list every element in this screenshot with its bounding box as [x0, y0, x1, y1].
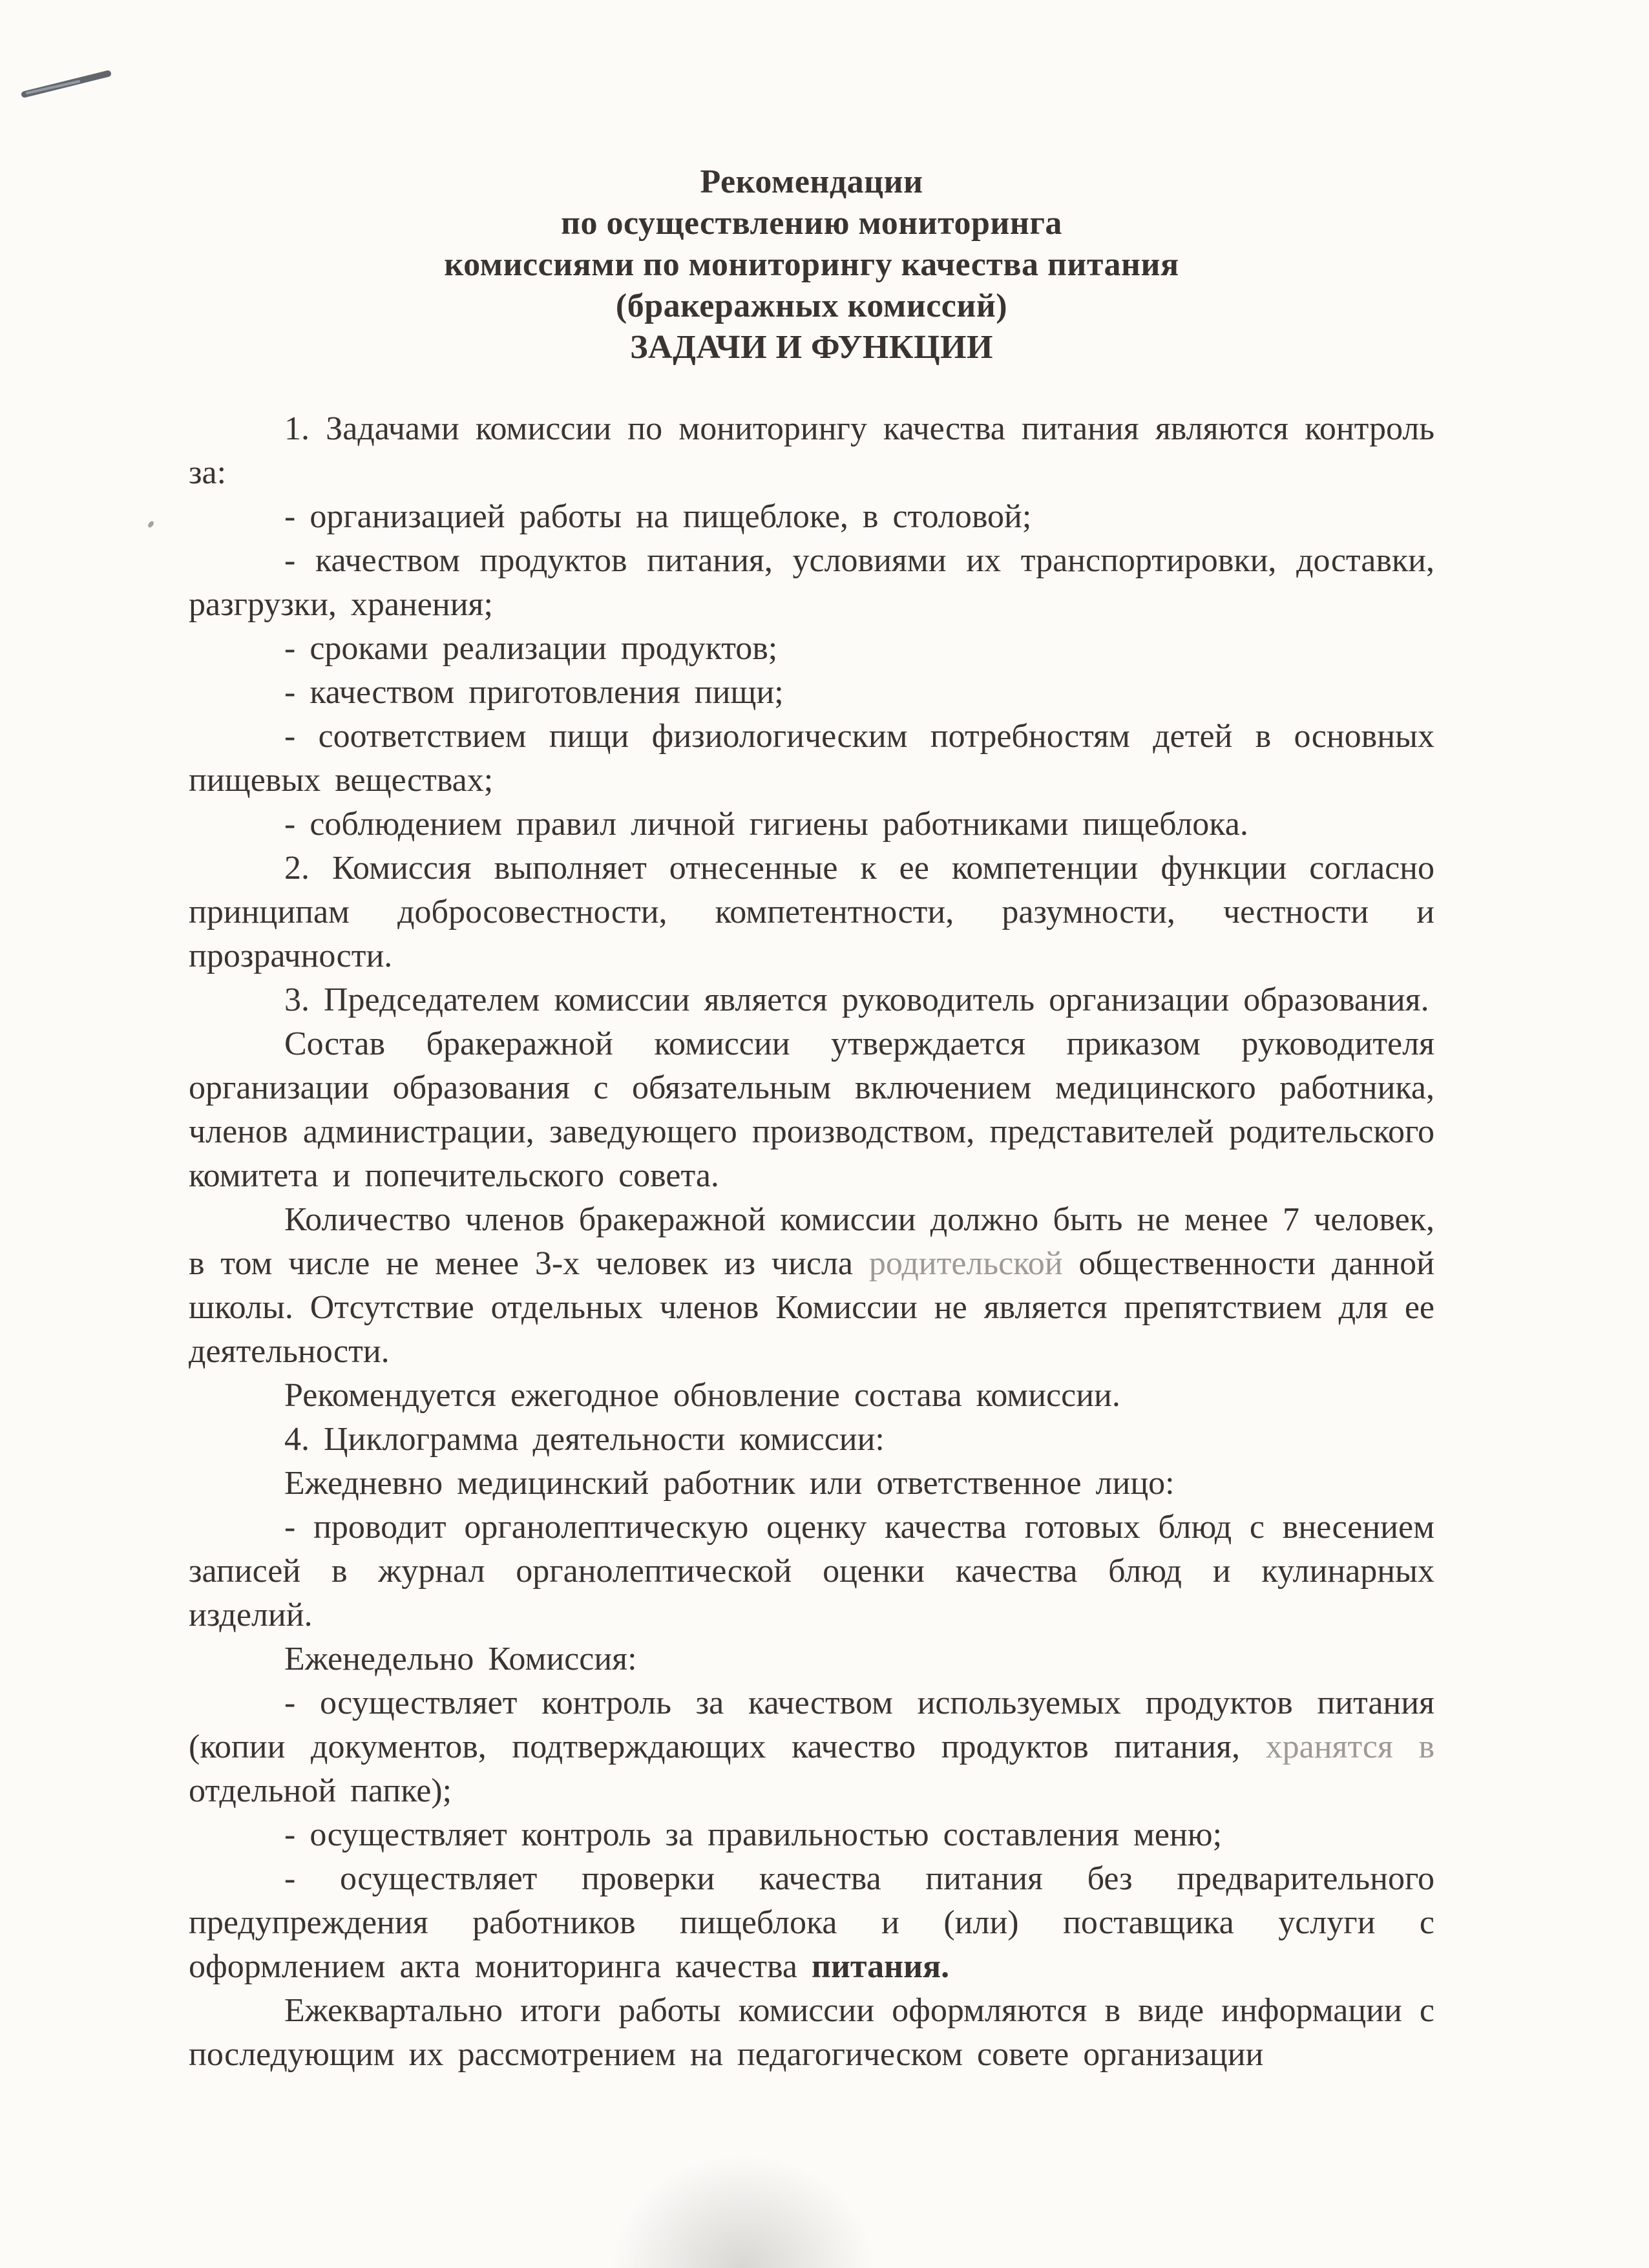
paragraph — [189, 803, 1434, 846]
paragraph-segment: - качеством продуктов питания, условиями их транспортировки, доставки, разгрузки, хранения; — [189, 542, 1434, 623]
paragraph-segment: общественности данной школы. Отсутствие отдельных членов Комиссии не является препятствием для ее деятельности. — [189, 1245, 1434, 1370]
paragraph — [189, 407, 1434, 495]
paragraph-segment: 1. Задачами комиссии по мониторингу качества питания являются контроль за: — [189, 410, 1434, 491]
paragraph-segment: Ежедневно медицинский работник или ответственное лицо: — [284, 1465, 1175, 1502]
title-line: комиссиями по мониторингу качества питания — [444, 246, 1179, 283]
paragraph-segment: Рекомендуется ежегодное обновление состава комиссии. — [284, 1377, 1120, 1414]
paragraph-segment: - организацией работы на пищеблоке, в столовой; — [284, 498, 1032, 535]
paragraph-segment: - осуществляет контроль за качеством используемых продуктов питания (копии документов, подтверждающих качество продуктов питания, — [189, 1685, 1434, 1765]
paragraph-segment: отдельной папке); — [189, 1772, 452, 1809]
paragraph — [189, 627, 1434, 671]
paragraph — [189, 715, 1434, 803]
paragraph-segment: 2. Комиссия выполняет отнесенные к ее компетенции функции согласно принципам добросовестности, компетентности, разумности, честности и прозрачности. — [189, 850, 1434, 974]
paragraph-segment: 4. Циклограмма деятельности комиссии: — [284, 1421, 885, 1458]
paragraph — [189, 671, 1434, 715]
paragraph — [189, 978, 1434, 1022]
paragraph — [189, 846, 1434, 978]
ink-speck-artifact — [147, 520, 154, 529]
title-line: (бракеражных комиссий) — [615, 288, 1008, 324]
paragraph-segment: Ежеквартально итоги работы комиссии оформляются в виде информации с последующим их рассмотрением на педагогическом совете организации — [189, 1992, 1434, 2073]
title-line: Рекомендации — [700, 163, 923, 200]
paragraph-segment: Состав бракеражной комиссии утверждается приказом руководителя организации образования с обязательным включением медицинского работника, членов администрации, заведующего производством, представителей родительского комитета и попечительского совета. — [189, 1025, 1434, 1194]
paragraph — [189, 1198, 1434, 1374]
paragraph — [189, 1374, 1434, 1418]
paragraph — [189, 1462, 1434, 1506]
document-body — [189, 407, 1434, 2077]
paragraph-segment: - осуществляет проверки качества питания без предварительного предупреждения работников пищеблока и (или) поставщика услуги с оформлением акта мониторинга качества — [189, 1860, 1434, 1985]
paragraph — [189, 1022, 1434, 1198]
paragraph — [189, 1857, 1434, 1989]
paragraph-segment: - осуществляет контроль за правильностью составления меню; — [284, 1816, 1223, 1853]
paragraph-segment-faded: родительской — [868, 1245, 1063, 1282]
paragraph-segment: - соответствием пищи физиологическим потребностям детей в основных пищевых веществах; — [189, 718, 1434, 799]
title-line: по осуществлению мониторинга — [561, 205, 1062, 242]
paragraph — [189, 1681, 1434, 1813]
paragraph — [189, 1418, 1434, 1462]
title-line: ЗАДАЧИ И ФУНКЦИИ — [630, 329, 993, 366]
paragraph-segment: Еженедельно Комиссия: — [284, 1641, 637, 1677]
paragraph — [189, 1506, 1434, 1637]
paragraph-segment: - проводит органолептическую оценку качества готовых блюд с внесением записей в журнал органолептической оценки качества блюд и кулинарных изделий. — [189, 1509, 1434, 1633]
paragraph-segment: - качеством приготовления пищи; — [284, 674, 784, 711]
paragraph-segment: Количество членов бракеражной комиссии должно быть не менее 7 человек, в том числе не менее 3-х человек из числа — [189, 1201, 1434, 1282]
paragraph — [189, 1989, 1434, 2077]
paragraph-segment: - соблюдением правил личной гигиены работниками пищеблока. — [284, 806, 1248, 843]
paragraph — [189, 495, 1434, 539]
paragraph-segment: 3. Председателем комиссии является руководитель организации образования. — [284, 982, 1429, 1018]
pen-stroke-artifact — [0, 0, 155, 123]
paragraph — [189, 1813, 1434, 1857]
scanner-shadow-artifact — [601, 2145, 885, 2268]
paragraph-segment: - сроками реализации продуктов; — [284, 630, 778, 667]
document-title — [189, 162, 1434, 368]
paragraph — [189, 1637, 1434, 1681]
paragraph — [189, 539, 1434, 627]
paragraph-segment-faded: хранятся в — [1265, 1728, 1434, 1765]
paragraph-segment-bold: питания. — [812, 1948, 950, 1985]
